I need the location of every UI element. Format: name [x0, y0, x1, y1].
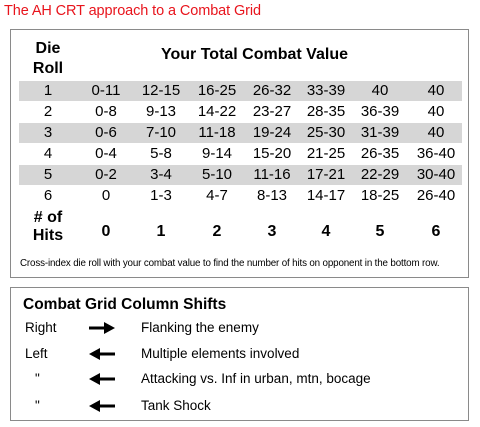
- hits-value: 5: [375, 223, 385, 240]
- combat-value-cell: 15-20: [252, 145, 292, 162]
- combat-value-cell: 14-17: [306, 187, 346, 204]
- combat-value-cell: 4-7: [206, 187, 228, 204]
- hits-value: 6: [431, 223, 441, 240]
- combat-value-cell: 40: [427, 82, 445, 99]
- combat-results-table: [10, 29, 469, 278]
- hits-label-line1: # of: [33, 209, 63, 226]
- combat-value-cell: 8-13: [256, 187, 288, 204]
- combat-value-cell: 5-10: [201, 166, 233, 183]
- die-roll-header-line1: Die: [35, 40, 61, 57]
- shift-description: Flanking the enemy: [141, 320, 259, 335]
- combat-value-cell: 40: [371, 82, 389, 99]
- hits-label-line2: Hits: [32, 227, 64, 244]
- die-roll-value: 3: [43, 124, 53, 141]
- die-roll-value: 6: [43, 187, 53, 204]
- combat-value-cell: 30-40: [416, 166, 456, 183]
- shift-direction: Right: [25, 320, 57, 335]
- shift-direction: Left: [25, 346, 48, 361]
- right-arrow-icon: [87, 321, 117, 335]
- combat-value-cell: 5-8: [150, 145, 172, 162]
- column-shift-row: [11, 317, 468, 339]
- combat-value-cell: 0-8: [95, 103, 117, 120]
- die-roll-header: [25, 39, 71, 79]
- combat-value-cell: 16-25: [197, 82, 237, 99]
- combat-value-cell: 18-25: [360, 187, 400, 204]
- combat-value-cell: 11-18: [198, 124, 236, 141]
- combat-value-cell: 31-39: [360, 124, 400, 141]
- die-roll-value: 1: [43, 82, 53, 99]
- hits-value: 2: [212, 223, 222, 240]
- combat-value-cell: 14-22: [197, 103, 237, 120]
- column-shifts-panel: [10, 287, 469, 421]
- combat-value-cell: 26-35: [360, 145, 400, 162]
- left-arrow-icon: [87, 347, 117, 361]
- combat-value-cell: 36-40: [416, 145, 456, 162]
- column-shifts-title: Combat Grid Column Shifts: [23, 296, 227, 313]
- combat-value-cell: 0: [101, 187, 111, 204]
- die-roll-header-line2: Roll: [32, 60, 64, 77]
- column-shift-row: [11, 368, 468, 390]
- left-arrow-icon: [87, 399, 117, 413]
- combat-value-cell: 26-32: [252, 82, 292, 99]
- column-shift-row: [11, 395, 468, 417]
- combat-value-cell: 0-11: [91, 82, 121, 99]
- combat-value-cell: 0-6: [95, 124, 117, 141]
- hits-value: 3: [267, 223, 277, 240]
- combat-value-cell: 21-25: [306, 145, 346, 162]
- page-title: The AH CRT approach to a Combat Grid: [4, 3, 261, 19]
- combat-value-cell: 40: [427, 124, 445, 141]
- combat-value-cell: 23-27: [252, 103, 292, 120]
- shift-direction: ": [35, 371, 40, 386]
- combat-value-cell: 33-39: [306, 82, 346, 99]
- instruction-note: Cross-index die roll with your combat value to find the number of hits on opponent in the bottom row.: [20, 258, 440, 269]
- shift-description: Multiple elements involved: [141, 346, 300, 361]
- column-shift-row: [11, 343, 468, 365]
- combat-value-cell: 7-10: [145, 124, 177, 141]
- shift-description: Attacking vs. Inf in urban, mtn, bocage: [141, 371, 371, 386]
- combat-value-cell: 0-2: [95, 166, 117, 183]
- combat-value-cell: 1-3: [150, 187, 172, 204]
- combat-value-cell: 0-4: [95, 145, 117, 162]
- combat-value-cell: 17-21: [306, 166, 346, 183]
- die-roll-value: 4: [43, 145, 53, 162]
- hits-value: 4: [321, 223, 331, 240]
- combat-value-cell: 22-29: [360, 166, 400, 183]
- combat-value-cell: 3-4: [150, 166, 172, 183]
- shift-description: Tank Shock: [141, 398, 211, 413]
- die-roll-value: 5: [43, 166, 53, 183]
- combat-value-cell: 36-39: [360, 103, 400, 120]
- hits-label: [25, 209, 71, 245]
- combat-value-cell: 26-40: [416, 187, 456, 204]
- combat-value-header: Your Total Combat Value: [161, 46, 348, 63]
- combat-value-cell: 12-15: [141, 82, 181, 99]
- hits-value: 0: [101, 223, 111, 240]
- combat-value-cell: 28-35: [306, 103, 346, 120]
- shift-direction: ": [35, 398, 40, 413]
- combat-value-cell: 40: [427, 103, 445, 120]
- combat-value-cell: 25-30: [306, 124, 346, 141]
- left-arrow-icon: [87, 372, 117, 386]
- die-roll-value: 2: [43, 103, 53, 120]
- combat-value-cell: 11-16: [253, 166, 291, 183]
- combat-value-cell: 9-14: [201, 145, 233, 162]
- combat-value-cell: 19-24: [252, 124, 292, 141]
- hits-value: 1: [156, 223, 166, 240]
- combat-value-cell: 9-13: [145, 103, 177, 120]
